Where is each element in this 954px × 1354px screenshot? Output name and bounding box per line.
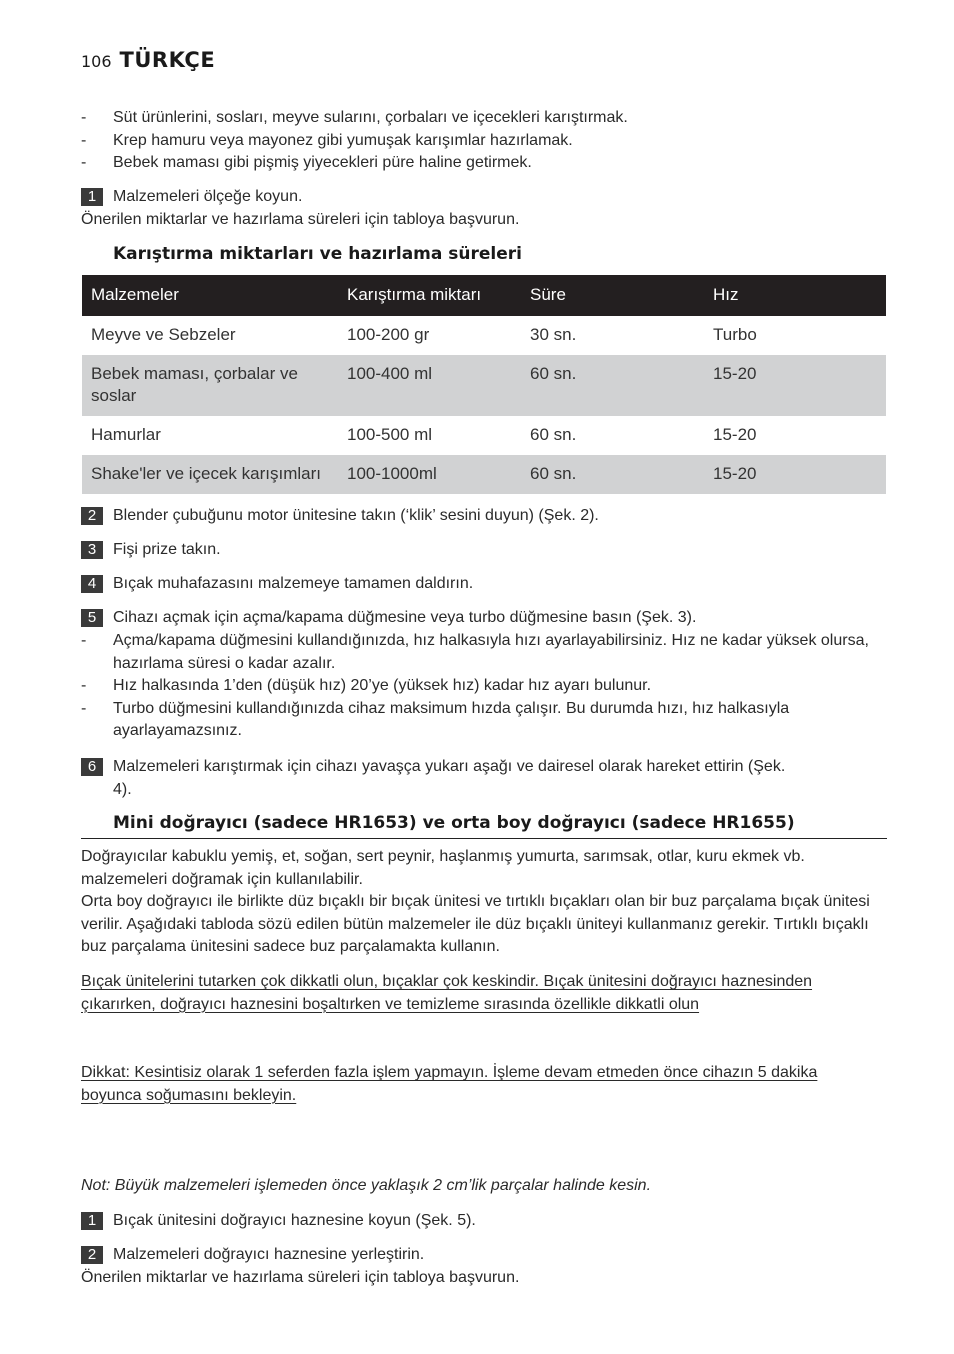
intro-bullet-list (81, 107, 887, 175)
step-number: 6 (81, 758, 103, 776)
step-text: Fişi prize takın. (113, 541, 221, 558)
step-2 (81, 505, 887, 528)
table-row (82, 316, 886, 355)
paragraph: Doğrayıcılar kabuklu yemiş, et, soğan, sert peynir, haşlanmış yumurta, sarımsak, otlar, kuru ekmek vb. malzemeleri doğramak için kullanılabilir. (81, 848, 805, 888)
refer-text: Önerilen miktarlar ve hazırlama süreleri için tabloya başvurun. (81, 211, 520, 228)
table-row (82, 355, 886, 416)
list-item: - Turbo düğmesini kullandığınızda cihaz maksimum hızda çalışır. Bu durumda hızı, hız halkasıyla ayarlayamazsınız. (81, 699, 790, 739)
mixing-table (82, 275, 886, 494)
step-text: Malzemeleri ölçeğe koyun. (113, 188, 303, 205)
paragraph: Orta boy doğrayıcı ile birlikte düz bıçaklı bir bıçak ünitesi ve tırtıklı bıçakları olan bir buz parçalama bıçak ünitesi verilir. Aşağıdaki tabloda sözü edilen bütün malzemeler ile düz bıçaklı üniteyi kullanmanız gerekir. Tırtıklı bıçaklı buz parçalama ünitesini sadece buz parçalamakta kullanın. (81, 893, 870, 955)
note-text: Not: Büyük malzemeleri işlemeden önce yaklaşık 2 cm’lik parçalar halinde kesin. (81, 1177, 652, 1194)
table-cell: Hamurlar (91, 425, 161, 444)
step-number: 4 (81, 575, 103, 593)
refer-text: Önerilen miktarlar ve hazırlama süreleri için tabloya başvurun. (81, 1269, 520, 1286)
mixing-table-wrapper (82, 275, 886, 494)
column-header: Hız (713, 285, 739, 305)
page-header (81, 48, 215, 72)
language-title: TÜRKÇE (119, 48, 216, 72)
table-cell: Turbo (713, 325, 757, 344)
step-text: Bıçak ünitesini doğrayıcı haznesine koyun (Şek. 5). (113, 1212, 476, 1229)
step-1-chopper (81, 1210, 887, 1233)
warning-text: Bıçak ünitelerini tutarken çok dikkatli olun, bıçaklar çok keskindir. Bıçak ünitesini doğrayıcı haznesinden çıkarırken, doğrayıcı haznesini boşaltırken ve temizleme sırasında özellikle dikkatli olun (81, 973, 813, 1013)
column-header: Süre (530, 285, 566, 305)
step-text: Malzemeleri karıştırmak için cihazı yavaşça yukarı aşağı ve dairesel olarak hareket ettirin (Şek. 4). (113, 758, 786, 798)
table-title: Karıştırma miktarları ve hazırlama süreleri (113, 244, 522, 264)
table-cell: 100-200 gr (347, 325, 430, 344)
caution-text: Dikkat: Kesintisiz olarak 1 seferden fazla işlem yapmayın. İşleme devam etmeden önce cihazın 5 dakika boyunca soğumasını bekleyin. (81, 1064, 818, 1104)
table-cell: 15-20 (713, 364, 757, 383)
table-cell: 100-1000ml (347, 464, 437, 483)
list-item: - Hız halkasında 1’den (düşük hız) 20’ye (yüksek hız) kadar hız ayarı bulunur. (81, 677, 652, 694)
table-cell: Bebek maması, çorbalar ve soslar (91, 364, 298, 405)
table-cell: 60 sn. (530, 464, 577, 483)
column-header: Karıştırma miktarı (347, 285, 482, 305)
step-4 (81, 573, 887, 596)
table-header-row (82, 275, 886, 316)
column-header: Malzemeler (91, 285, 179, 305)
list-item: - Açma/kapama düğmesini kullandığınızda, hız halkasıyla hızı ayarlayabilirsiniz. Hız ne kadar yüksek olursa, hazırlama süresi o kadar azalır. (81, 632, 869, 672)
step-number: 1 (81, 188, 103, 206)
step-number: 2 (81, 507, 103, 525)
step-5 (81, 607, 887, 630)
table-cell: Meyve ve Sebzeler (91, 325, 236, 344)
step-text: Bıçak muhafazasını malzemeye tamamen daldırın. (113, 575, 474, 592)
table-cell: 60 sn. (530, 425, 577, 444)
table-cell: 100-400 ml (347, 364, 433, 383)
table-cell: 15-20 (713, 464, 757, 483)
step-text: Cihazı açmak için açma/kapama düğmesine veya turbo düğmesine basın (Şek. 3). (113, 609, 697, 626)
step-6 (81, 756, 801, 801)
step-2-chopper (81, 1244, 887, 1267)
table-cell: 60 sn. (530, 364, 577, 383)
table-cell: Shake'ler ve içecek karışımları (91, 464, 321, 483)
step-text: Blender çubuğunu motor ünitesine takın (‘klik’ sesini duyun) (Şek. 2). (113, 507, 599, 524)
table-cell: 30 sn. (530, 325, 577, 344)
step-number: 1 (81, 1212, 103, 1230)
table-row (82, 416, 886, 455)
step-number: 3 (81, 541, 103, 559)
list-item: - Bebek maması gibi pişmiş yiyecekleri püre haline getirmek. (81, 154, 532, 171)
step5-bullet-list (81, 630, 871, 743)
table-cell: 100-500 ml (347, 425, 433, 444)
step-text: Malzemeleri doğrayıcı haznesine yerleştirin. (113, 1246, 425, 1263)
step-3 (81, 539, 887, 562)
section-title: Mini doğrayıcı (sadece HR1653) ve orta boy doğrayıcı (sadece HR1655) (81, 812, 887, 839)
table-row (82, 455, 886, 494)
step-number: 2 (81, 1246, 103, 1264)
step-1 (81, 186, 887, 209)
step-number: 5 (81, 609, 103, 627)
table-cell: 15-20 (713, 425, 757, 444)
list-item: - Süt ürünlerini, sosları, meyve sularını, çorbaları ve içecekleri karıştırmak. (81, 109, 628, 126)
page-number: 106 (81, 52, 112, 71)
list-item: - Krep hamuru veya mayonez gibi yumuşak karışımlar hazırlamak. (81, 131, 573, 149)
